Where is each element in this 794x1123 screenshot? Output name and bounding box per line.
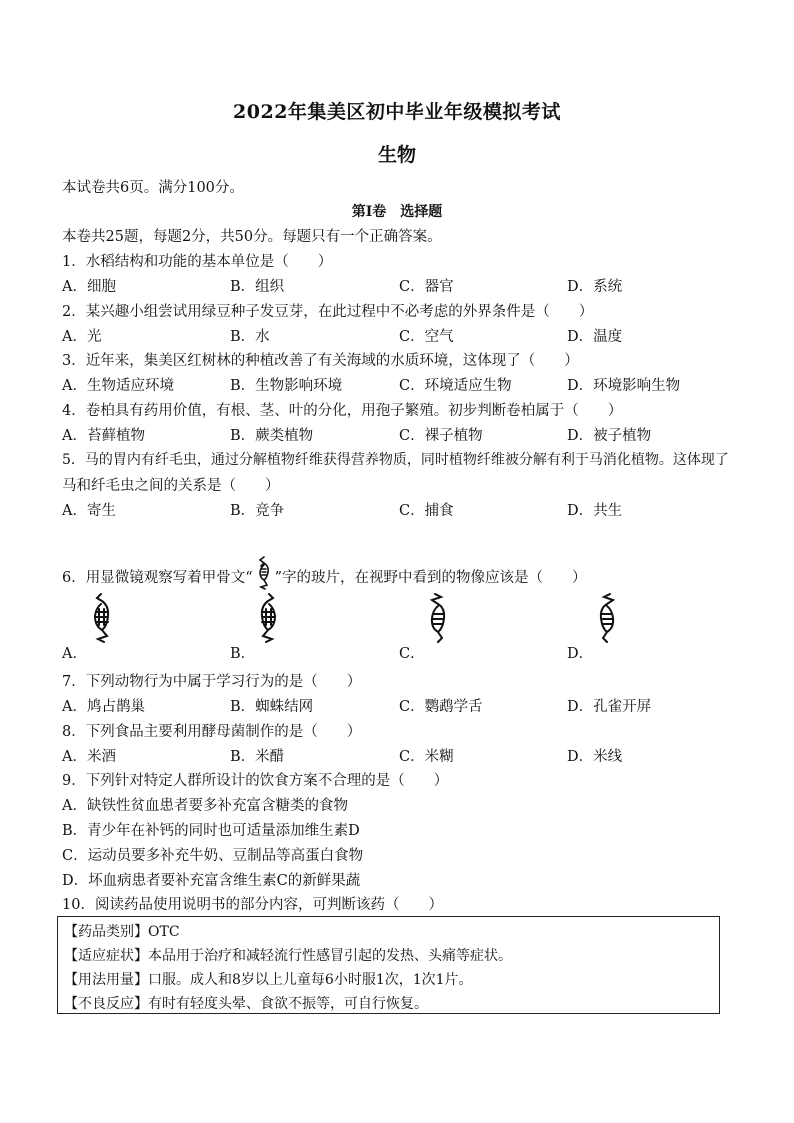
q6-option-d: D． [567,646,594,662]
q6-option-c: C． [399,646,425,662]
q3-option-d: D．环境影响生物 [567,378,681,394]
q9-option-a: A．缺铁性贫血患者要多补充富含糖类的食物 [62,798,348,814]
question-9-stem: 9．下列针对特定人群所设计的饮食方案不合理的是（ ） [62,773,449,789]
q2-option-c: C．空气 [399,329,454,345]
q1-option-b: B．组织 [230,279,285,295]
question-1-stem: 1．水稻结构和功能的基本单位是（ ） [62,254,333,270]
q5-option-d: D．共生 [567,503,623,519]
q7-option-a: A．鸠占鹊巢 [62,699,145,715]
question-3-stem: 3．近年来，集美区红树林的种植改善了有关海域的水质环境，这体现了（ ） [62,353,579,369]
q5-option-a: A．寄生 [62,503,116,519]
oracle-glyph-icon [255,556,273,590]
section-instructions: 本卷共25题，每题2分，共50分。每题只有一个正确答案。 [62,229,442,245]
q2-option-b: B．水 [230,329,270,345]
drug-label-dosage: 【用法用量】口服。成人和8岁以上儿童每6小时服1次，1次1片。 [64,972,473,988]
q9-option-c: C．运动员要多补充牛奶、豆制品等高蛋白食物 [62,848,364,864]
q3-option-b: B．生物影响环境 [230,378,343,394]
q6-stem-part1: 6．用显微镜观察写着甲骨文“ [62,570,253,586]
q7-option-b: B．蜘蛛结网 [230,699,314,715]
q4-option-d: D．被子植物 [567,428,652,444]
q7-option-c: C．鹦鹉学舌 [399,699,483,715]
section-heading: 第Ⅰ卷 选择题 [351,204,443,220]
question-8-stem: 8．下列食品主要利用酵母菌制作的是（ ） [62,724,362,740]
q4-option-c: C．裸子植物 [399,428,483,444]
drug-label-category: 【药品类别】OTC [64,924,180,940]
q7-option-d: D．孔雀开屏 [567,699,652,715]
q5-option-b: B．竞争 [230,503,285,519]
q6-stem-part2: ”字的玻片，在视野中看到的物像应该是（ ） [274,570,587,586]
q4-option-b: B．蕨类植物 [230,428,314,444]
question-6-stem [62,556,587,590]
q1-option-d: D．系统 [567,279,623,295]
q5-option-c: C．捕食 [399,503,454,519]
q8-option-d: D．米线 [567,749,623,765]
drug-label-indications: 【适应症状】本品用于治疗和减轻流行性感冒引起的发热、头痛等症状。 [64,948,512,964]
question-2-stem: 2．某兴趣小组尝试用绿豆种子发豆芽，在此过程中不必考虑的外界条件是（ ） [62,304,594,320]
q3-option-c: C．环境适应生物 [399,378,512,394]
q3-option-a: A．生物适应环境 [62,378,174,394]
q9-option-d: D．坏血病患者要补充富含维生素C的新鲜果蔬 [62,873,361,889]
q6-option-b: B． [230,646,256,662]
q8-option-c: C．米糊 [399,749,454,765]
q4-option-a: A．苔藓植物 [62,428,145,444]
q6-option-d-glyph-icon [594,592,620,644]
q2-option-a: A．光 [62,329,102,345]
question-10-stem: 10．阅读药品使用说明书的部分内容，可判断该药（ ） [62,897,443,913]
q1-option-a: A．细胞 [62,279,116,295]
question-5-stem: 5．马的胃内有纤毛虫，通过分解植物纤维获得营养物质，同时植物纤维被分解有利于马消化植物。这体现了 [62,452,729,468]
question-7-stem: 7．下列动物行为中属于学习行为的是（ ） [62,674,362,690]
q9-option-b: B．青少年在补钙的同时也可适量添加维生素D [62,823,360,839]
exam-intro: 本试卷共6页。满分100分。 [62,180,244,196]
drug-label-side-effects: 【不良反应】有时有轻度头晕、食欲不振等，可自行恢复。 [64,996,428,1012]
exam-subject: 生物 [377,144,416,166]
q6-option-b-glyph-icon [256,592,282,644]
exam-title: 2022年集美区初中毕业年级模拟考试 [233,101,561,123]
q8-option-a: A．米酒 [62,749,116,765]
q6-option-a-glyph-icon [88,592,114,644]
q6-option-c-glyph-icon [425,592,451,644]
q2-option-d: D．温度 [567,329,623,345]
question-5-stem-cont: 马和纤毛虫之间的关系是（ ） [62,478,280,494]
question-4-stem: 4．卷柏具有药用价值，有根、茎、叶的分化，用孢子繁殖。初步判断卷柏属于（ ） [62,403,623,419]
drug-label-box [57,916,720,1014]
q8-option-b: B．米醋 [230,749,285,765]
q1-option-c: C．器官 [399,279,454,295]
q6-option-a: A． [62,646,87,662]
